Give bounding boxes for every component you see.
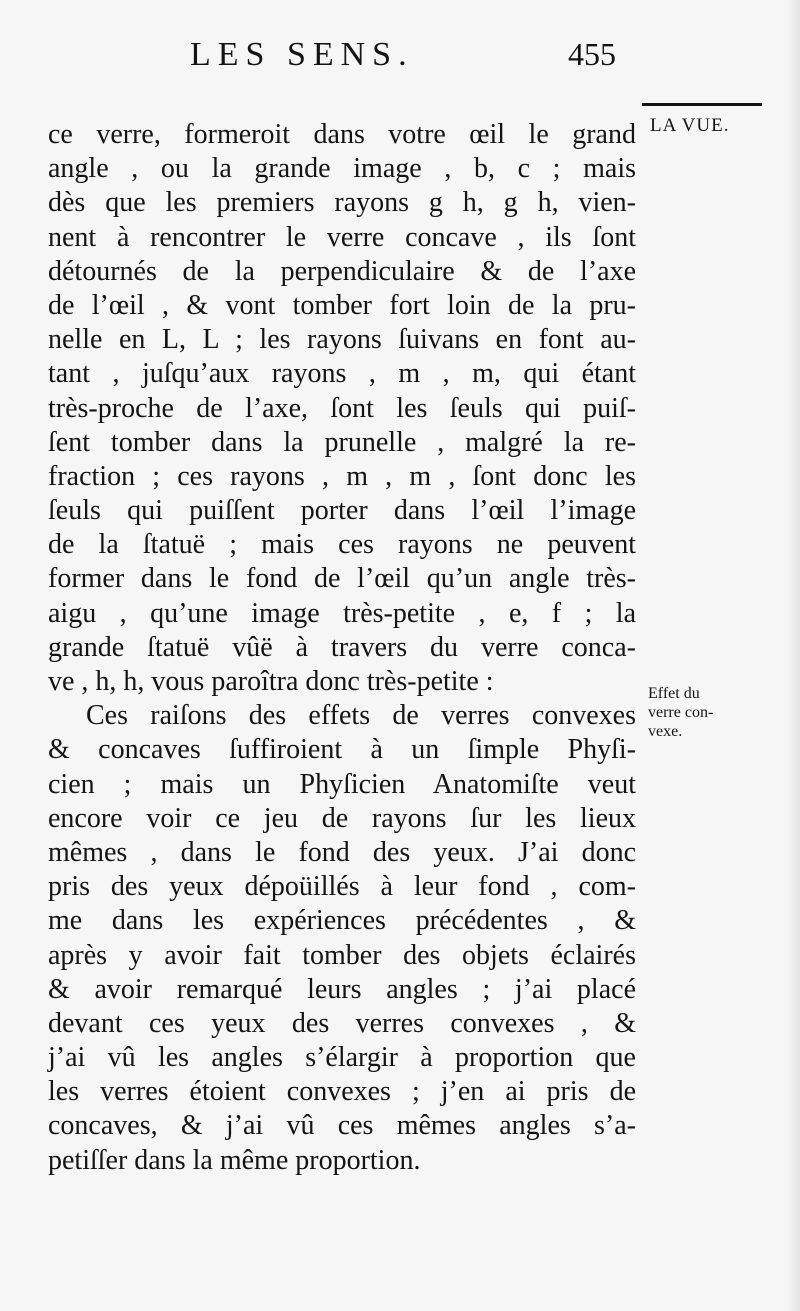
text-line: grande ſtatuë vûë à travers du verre conca- — [48, 631, 636, 663]
text-line: & concaves ſuffiroient à un ſimple Phyſi- — [48, 734, 636, 766]
text-line: angle , ou la grande image , b, c ; mais — [48, 153, 636, 185]
running-head: LES SENS. — [190, 36, 414, 73]
text-line: les verres étoient convexes ; j’en ai pris de — [48, 1076, 636, 1108]
margin-note: Effet du verre con- vexe. — [648, 685, 714, 740]
section-rule — [642, 103, 762, 106]
text-line: encore voir ce jeu de rayons ſur les lieux — [48, 802, 636, 834]
text-line: dès que les premiers rayons g h, g h, vien- — [48, 187, 636, 219]
text-line: me dans les expériences précédentes , & — [48, 905, 636, 937]
text-line: mêmes , dans le fond des yeux. J’ai donc — [48, 836, 636, 868]
margin-section-title: LA VUE. — [650, 115, 730, 136]
text-line: ſent tomber dans la prunelle , malgré la re- — [48, 426, 636, 458]
text-line: détournés de la perpendiculaire & de l’axe — [48, 255, 636, 287]
text-line: concaves, & j’ai vû ces mêmes angles s’a- — [48, 1110, 636, 1142]
text-line: nent à rencontrer le verre concave , ils ſont — [48, 221, 636, 253]
text-line: j’ai vû les angles s’élargir à proportion que — [48, 1042, 636, 1074]
text-line: pris des yeux dépoüillés à leur fond , com- — [48, 871, 636, 903]
paragraph-last-line: petiſſer dans la même proportion. — [48, 1144, 421, 1176]
text-line: former dans le fond de l’œil qu’un angle très- — [48, 563, 636, 595]
page-number: 455 — [568, 36, 616, 72]
text-line: cien ; mais un Phyſicien Anatomiſte veut — [48, 768, 636, 800]
text-line: tant , juſqu’aux rayons , m , m, qui étant — [48, 358, 636, 390]
text-line: & avoir remarqué leurs angles ; j’ai placé — [48, 973, 636, 1005]
text-line: fraction ; ces rayons , m , m , ſont donc les — [48, 460, 636, 492]
text-line: ve , h, h, vous paroîtra donc très-petite : — [48, 666, 494, 697]
text-line: nelle en L, L ; les rayons ſuivans en font au- — [48, 324, 636, 356]
body-text — [48, 118, 636, 1178]
text-line: de la ſtatuë ; mais ces rayons ne peuvent — [48, 529, 636, 561]
text-line: devant ces yeux des verres convexes , & — [48, 1007, 636, 1039]
text-line: ce verre, formeroit dans votre œil le grand — [48, 119, 636, 150]
text-line: très-proche de l’axe, ſont les ſeuls qui puiſ- — [48, 392, 636, 424]
text-line: après y avoir fait tomber des objets éclairés — [48, 939, 636, 971]
text-line: de l’œil , & vont tomber fort loin de la pru- — [48, 289, 636, 321]
paragraph-first-line: Ces raiſons des effets de verres convexes — [86, 700, 636, 732]
text-line: aigu , qu’une image très-petite , e, f ; la — [48, 597, 636, 629]
text-line: ſeuls qui puiſſent porter dans l’œil l’image — [48, 495, 636, 527]
